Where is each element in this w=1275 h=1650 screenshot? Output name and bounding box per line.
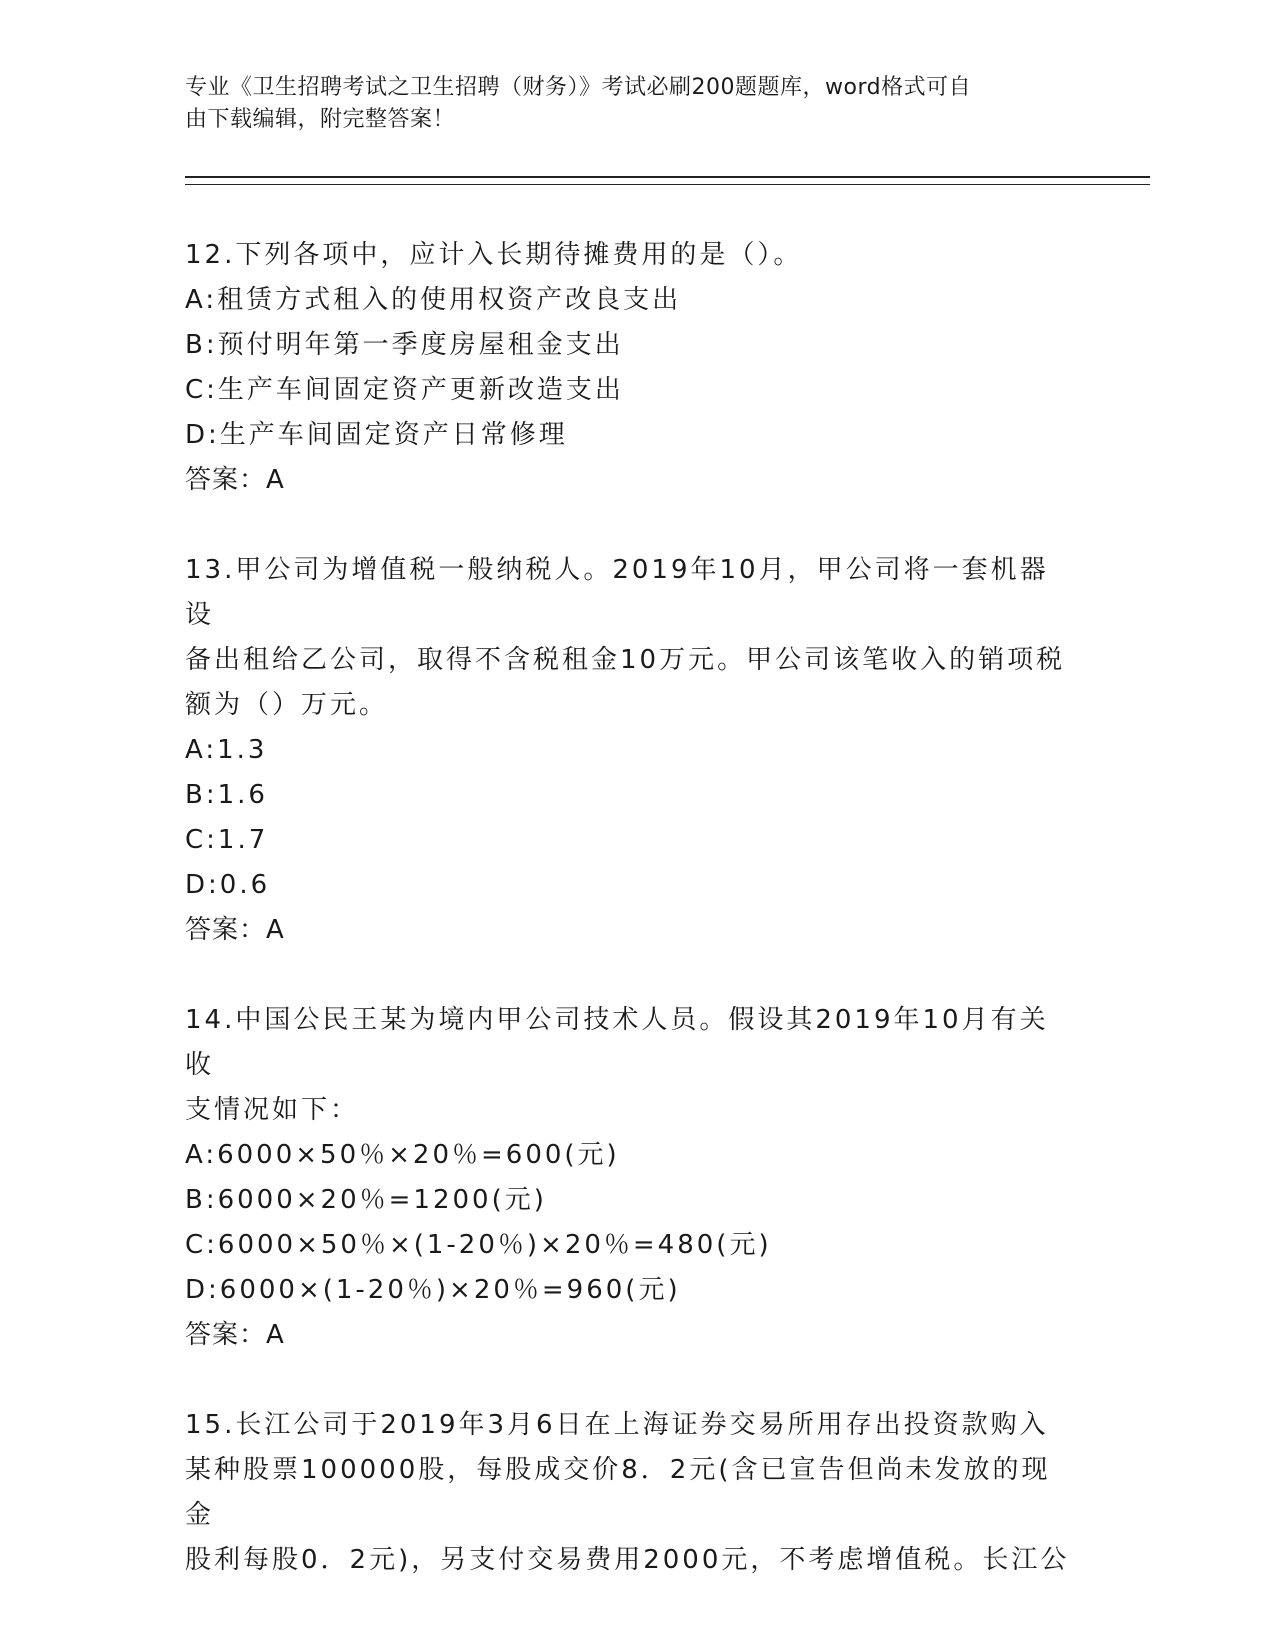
answer-option: C:6000×50％×(1-20％)×20％=480(元) bbox=[185, 1230, 772, 1260]
document-header bbox=[185, 72, 1065, 136]
header-divider-thin bbox=[185, 184, 1150, 185]
answer-option: B:预付明年第一季度房屋租金支出 bbox=[185, 330, 624, 360]
answer-option: D:生产车间固定资产日常修理 bbox=[185, 420, 568, 450]
question-block bbox=[185, 998, 1075, 1358]
question-text: 支情况如下： bbox=[185, 1095, 360, 1125]
question-text: 15.长江公司于2019年3月6日在上海证券交易所用存出投资款购入 bbox=[185, 1410, 1049, 1440]
question-text: 备出租给乙公司，取得不含税租金10万元。甲公司该笔收入的销项税 bbox=[185, 645, 1066, 675]
question-block bbox=[185, 1403, 1075, 1583]
question-text: 14.中国公民王某为境内甲公司技术人员。假设其2019年10月有关收 bbox=[185, 1005, 1049, 1080]
question-text: 12.下列各项中，应计入长期待摊费用的是（）。 bbox=[185, 240, 803, 270]
answer-label: 答案： bbox=[185, 915, 267, 945]
header-line-2: 由下载编辑，附完整答案！ bbox=[185, 107, 456, 132]
question-text: 某种股票100000股，每股成交价8．2元(含已宣告但尚未发放的现金 bbox=[185, 1455, 1051, 1530]
answer-line bbox=[185, 1313, 1075, 1358]
question-list bbox=[185, 233, 1075, 1583]
question-text: 额为（）万元。 bbox=[185, 690, 389, 720]
answer-option: A:6000×50％×20％=600(元) bbox=[185, 1140, 620, 1170]
header-line-1: 专业《卫生招聘考试之卫生招聘（财务）》考试必刷200题题库，word格式可自 bbox=[185, 75, 972, 100]
answer-option: A:租赁方式租入的使用权资产改良支出 bbox=[185, 285, 682, 315]
answer-option: B:1.6 bbox=[185, 780, 268, 810]
answer-line bbox=[185, 458, 1075, 503]
question-text: 股利每股0．2元)，另支付交易费用2000元，不考虑增值税。长江公 bbox=[185, 1545, 1070, 1575]
answer-option: C:生产车间固定资产更新改造支出 bbox=[185, 375, 624, 405]
question-block bbox=[185, 233, 1075, 503]
answer-option: C:1.7 bbox=[185, 825, 269, 855]
answer-option: B:6000×20％=1200(元) bbox=[185, 1185, 547, 1215]
question-text: 13.甲公司为增值税一般纳税人。2019年10月，甲公司将一套机器设 bbox=[185, 555, 1049, 630]
answer-value: A bbox=[266, 465, 285, 495]
answer-value: A bbox=[266, 915, 285, 945]
answer-option: D:6000×(1-20％)×20％=960(元) bbox=[185, 1275, 681, 1305]
answer-label: 答案： bbox=[185, 1320, 267, 1350]
question-block bbox=[185, 548, 1075, 953]
answer-option: A:1.3 bbox=[185, 735, 268, 765]
header-divider-thick bbox=[185, 176, 1150, 178]
answer-line bbox=[185, 908, 1075, 953]
answer-label: 答案： bbox=[185, 465, 267, 495]
answer-value: A bbox=[266, 1320, 285, 1350]
answer-option: D:0.6 bbox=[185, 870, 271, 900]
